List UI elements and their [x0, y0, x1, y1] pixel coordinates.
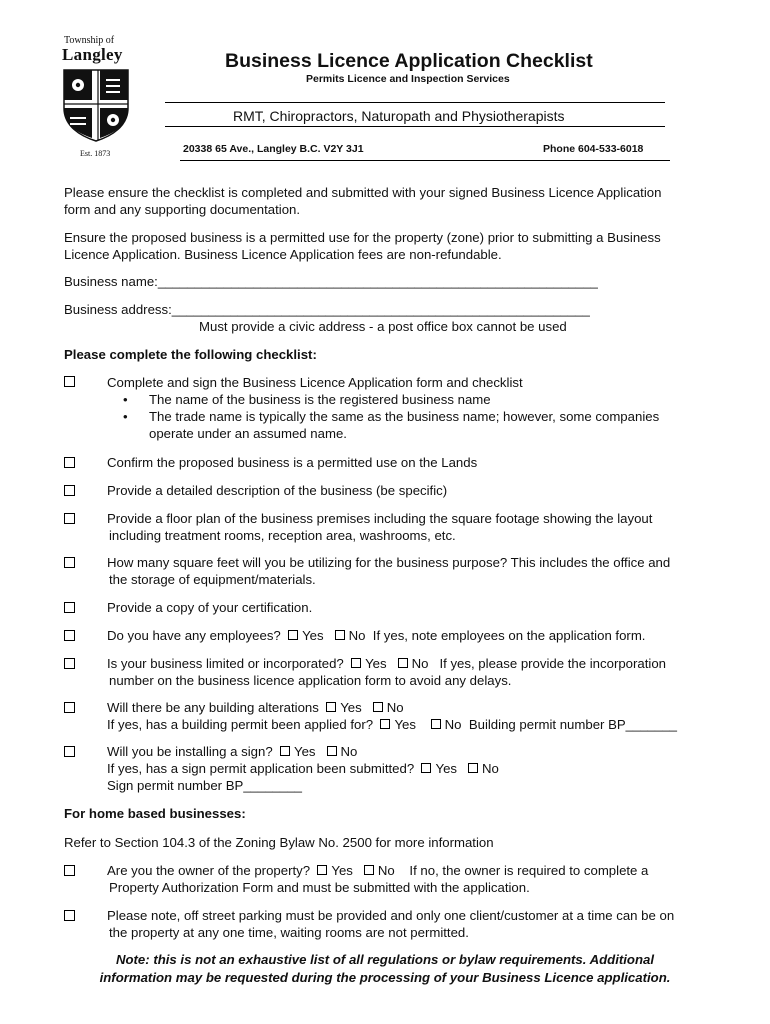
page-subtitle: Permits Licence and Inspection Services	[306, 73, 510, 85]
bullet-icon: •	[123, 409, 128, 424]
checkbox-home-2[interactable]	[64, 910, 75, 921]
building-permit-yes-checkbox[interactable]	[380, 719, 390, 729]
home-item-1-question: Are you the owner of the property?	[107, 863, 311, 878]
item-1-bullet-1-text: The name of the business is the registered business name	[149, 392, 491, 407]
item-8-instruction: If yes, please provide the incorporation	[439, 656, 666, 671]
home-item-1-line2: Property Authorization Form and must be submitted with the application.	[109, 880, 530, 895]
sign-yes-checkbox[interactable]	[280, 746, 290, 756]
logo-line2: Langley	[62, 45, 123, 64]
item-4-line2: including treatment rooms, reception area, washrooms, etc.	[109, 528, 456, 543]
item-1	[107, 374, 523, 391]
item-5	[107, 554, 670, 588]
item-8-line2: number on the business licence application form to avoid any delays.	[109, 673, 512, 688]
checkbox-item-2[interactable]	[64, 457, 75, 468]
no-label: No	[411, 656, 429, 671]
intro-paragraph-1	[64, 184, 661, 218]
item-6-text: Provide a copy of your certification.	[107, 600, 313, 615]
yes-label: Yes	[294, 744, 316, 759]
address-note: Must provide a civic address - a post office box cannot be used	[199, 319, 567, 334]
category-line: RMT, Chiropractors, Naturopath and Physiotherapists	[233, 108, 565, 124]
yes-label: Yes	[340, 700, 362, 715]
business-address-label: Business address:	[64, 302, 172, 317]
footer-note	[0, 951, 770, 987]
checkbox-item-7[interactable]	[64, 630, 75, 641]
no-label: No	[340, 744, 358, 759]
item-10-permit-question: If yes, has a sign permit application been submitted?	[107, 761, 415, 776]
alterations-no-checkbox[interactable]	[373, 702, 383, 712]
building-permit-number-field[interactable]: Building permit number BP_______	[468, 717, 678, 732]
item-9	[107, 699, 677, 733]
sign-permit-yes-checkbox[interactable]	[421, 763, 431, 773]
item-7	[107, 627, 645, 644]
item-10	[107, 743, 499, 794]
intro-p2-line2: Licence Application. Business Licence Application fees are non-refundable.	[64, 247, 502, 262]
footer-note-line2: information may be requested during the processing of your Business Licence application.	[99, 970, 671, 985]
item-2-text: Confirm the proposed business is a permitted use on the Lands	[107, 455, 478, 470]
no-label: No	[348, 628, 366, 643]
owner-yes-checkbox[interactable]	[317, 865, 327, 875]
home-item-2-line2: the property at any one time, waiting rooms are not permitted.	[109, 925, 469, 940]
incorporated-yes-checkbox[interactable]	[351, 658, 361, 668]
yes-label: Yes	[435, 761, 457, 776]
item-7-instruction: If yes, note employees on the application form.	[372, 628, 646, 643]
item-1-text: Complete and sign the Business Licence Application form and checklist	[107, 375, 523, 390]
building-permit-no-checkbox[interactable]	[431, 719, 441, 729]
logo-line1: Township of	[64, 35, 115, 46]
no-label: No	[444, 717, 462, 732]
yes-label: Yes	[394, 717, 416, 732]
crest-shield-icon	[62, 68, 130, 142]
item-8-question: Is your business limited or incorporated?	[107, 656, 344, 671]
logo-est: Est. 1873	[80, 149, 111, 158]
intro-paragraph-2	[64, 229, 661, 263]
sign-permit-number-field[interactable]: Sign permit number BP________	[107, 778, 303, 793]
business-name-field[interactable]	[64, 273, 598, 290]
business-address-field[interactable]	[64, 301, 590, 318]
office-phone: Phone 604-533-6018	[543, 143, 644, 155]
business-address-line[interactable]: _________________________________________________________	[171, 302, 590, 317]
header-rule-bottom	[180, 160, 670, 161]
incorporated-no-checkbox[interactable]	[398, 658, 408, 668]
checkbox-item-6[interactable]	[64, 602, 75, 613]
business-name-label: Business name:	[64, 274, 158, 289]
item-9-question: Will there be any building alterations	[107, 700, 319, 715]
footer-note-line1: Note: this is not an exhaustive list of all regulations or bylaw requirements. Additional	[115, 952, 655, 967]
office-address: 20338 65 Ave., Langley B.C. V2Y 3J1	[183, 143, 364, 155]
home-item-2-line1: Please note, off street parking must be provided and only one client/customer at a time can be on	[107, 908, 675, 923]
checklist-heading: Please complete the following checklist:	[64, 347, 317, 362]
header-rule-mid	[165, 126, 665, 127]
home-item-2	[107, 907, 674, 941]
header-rule-top	[165, 102, 665, 103]
sign-no-checkbox[interactable]	[327, 746, 337, 756]
township-logo	[58, 32, 134, 162]
item-5-line2: the storage of equipment/materials.	[109, 572, 316, 587]
employees-yes-checkbox[interactable]	[288, 630, 298, 640]
sign-permit-no-checkbox[interactable]	[468, 763, 478, 773]
bullet-icon: •	[123, 392, 128, 407]
item-5-line1: How many square feet will you be utilizing for the business purpose? This includes the office and	[107, 555, 671, 570]
yes-label: Yes	[331, 863, 353, 878]
checkbox-item-9[interactable]	[64, 702, 75, 713]
item-7-question: Do you have any employees?	[107, 628, 281, 643]
alterations-yes-checkbox[interactable]	[326, 702, 336, 712]
item-1-bullet-2	[123, 408, 660, 442]
home-reference: Refer to Section 104.3 of the Zoning Bylaw No. 2500 for more information	[64, 835, 494, 850]
checkbox-home-1[interactable]	[64, 865, 75, 876]
home-item-1-instruction: If no, the owner is required to complete a	[409, 863, 649, 878]
checkbox-item-3[interactable]	[64, 485, 75, 496]
item-9-permit-question: If yes, has a building permit been applied for?	[107, 717, 374, 732]
checkbox-item-5[interactable]	[64, 557, 75, 568]
item-4	[107, 510, 652, 544]
checkbox-item-10[interactable]	[64, 746, 75, 757]
item-1-bullet-2-line2: operate under an assumed name.	[149, 426, 347, 441]
item-1-bullet-1	[123, 391, 491, 408]
intro-p2-line1: Ensure the proposed business is a permitted use for the property (zone) prior to submitting a Business	[64, 230, 661, 245]
item-10-question: Will you be installing a sign?	[107, 744, 273, 759]
item-1-bullet-2-line1: The trade name is typically the same as the business name; however, some companies	[149, 409, 660, 424]
item-8	[107, 655, 666, 689]
employees-no-checkbox[interactable]	[335, 630, 345, 640]
owner-no-checkbox[interactable]	[364, 865, 374, 875]
no-label: No	[482, 761, 499, 776]
yes-label: Yes	[302, 628, 324, 643]
checkbox-item-8[interactable]	[64, 658, 75, 669]
home-item-1	[107, 862, 648, 896]
yes-label: Yes	[365, 656, 387, 671]
checkbox-item-4[interactable]	[64, 513, 75, 524]
no-label: No	[377, 863, 395, 878]
home-heading: For home based businesses:	[64, 806, 246, 821]
item-4-line1: Provide a floor plan of the business premises including the square footage showing the layout	[107, 511, 653, 526]
checkbox-item-1[interactable]	[64, 376, 75, 387]
business-name-line[interactable]: ____________________________________________________________	[157, 274, 598, 289]
item-3-text: Provide a detailed description of the business (be specific)	[107, 483, 448, 498]
page-title: Business Licence Application Checklist	[225, 50, 593, 72]
intro-p1-line1: Please ensure the checklist is completed and submitted with your signed Business Licence Application	[64, 185, 662, 200]
no-label: No	[386, 700, 404, 715]
intro-p1-line2: form and any supporting documentation.	[64, 202, 301, 217]
